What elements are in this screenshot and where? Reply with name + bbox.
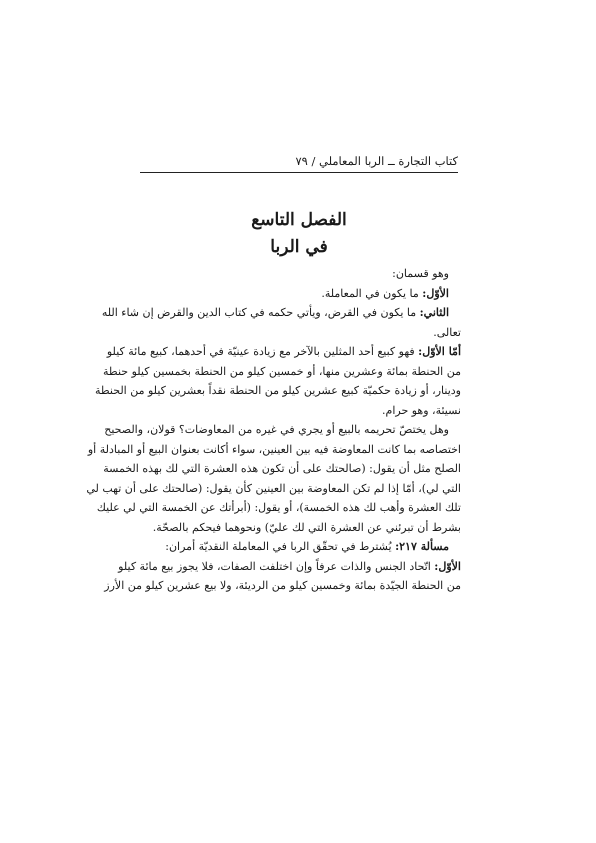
text-line bbox=[118, 557, 461, 577]
text-line: التي لي)، أمّا إذا لم تكن المعاوضة بين العينين كأن يقول: (صالحتك على أن تهب لي bbox=[86, 481, 461, 495]
text-line: من الحنطة الجيّدة بمائة وخمسين كيلو من الرديئة، ولا بيع عشرين كيلو من الأرز bbox=[104, 579, 461, 592]
body-text bbox=[86, 264, 461, 596]
section-lead: أمّا الأوّل: bbox=[418, 345, 461, 358]
text-line: تعالى. bbox=[433, 325, 461, 339]
text-line: وهل يختصّ تحريمه بالبيع أو يجري في غيره من المعاوضات؟ قولان، والصحيح bbox=[104, 423, 449, 436]
line-text: اتّحاد الجنس والذات عرفاً وإن اختلفت الصفات، فلا يجوز بيع مائة كيلو bbox=[118, 559, 435, 573]
chapter-title: الفصل التاسع bbox=[251, 210, 347, 230]
text-line bbox=[131, 537, 461, 557]
issue-number: مسألة ٢١٧: bbox=[395, 540, 449, 553]
text-line bbox=[106, 342, 461, 362]
text-line: نسيئة، وهو حرام. bbox=[382, 403, 461, 417]
text-line bbox=[131, 284, 461, 304]
section-lead: الأوّل: bbox=[422, 286, 449, 300]
chapter-subtitle: في الربا bbox=[270, 237, 328, 257]
line-text: ما يكون في المعاملة. bbox=[321, 286, 423, 300]
line-text: يُشترط في تحقّق الربا في المعاملة النقديّة أمران: bbox=[165, 540, 396, 553]
section-lead: الثاني: bbox=[419, 306, 449, 319]
text-line bbox=[101, 303, 461, 323]
text-line: بشرط أن تبرئني عن العشرة التي لك عليّ) ونحوهما فيحكم بالصحّة. bbox=[152, 520, 461, 534]
text-line: تلك العشرة وأهب لك هذه الخمسة)، أو يقول: (أبرأتك عن الخمسة التي لي عليك bbox=[96, 501, 461, 514]
section-lead: الأوّل: bbox=[434, 559, 461, 573]
text-line: ودينار، أو زيادة حكميّة كبيع عشرين كيلو من الحنطة نقداً بعشرين كيلو من الحنطة bbox=[94, 384, 461, 397]
text-line: وهو قسمان: bbox=[392, 267, 449, 280]
line-text: فهو كبيع أحد المثلين بالآخر مع زيادة عينيّة في أحدهما، كبيع مائة كيلو bbox=[106, 345, 419, 358]
text-line: الصلح مثل أن يقول: (صالحتك على أن تكون هذه العشرة التي لك بهذه الخمسة bbox=[103, 462, 461, 475]
running-header: كتاب التجارة ــ الربا المعاملي / ٧٩ bbox=[295, 154, 458, 168]
line-text: ما يكون في القرض، ويأتي حكمه في كتاب الدين والقرض إن شاء الله bbox=[101, 306, 420, 319]
text-line: اختصاصه بما كانت المعاوضة فيه بين العينين، سواء أكانت بعنوان البيع أو المبادلة أو bbox=[87, 442, 461, 456]
text-line: من الحنطة بمائة وعشرين منها، أو خمسين كيلو من الحنطة بخمسين كيلو حنطة bbox=[103, 364, 461, 378]
header-divider bbox=[140, 172, 458, 173]
